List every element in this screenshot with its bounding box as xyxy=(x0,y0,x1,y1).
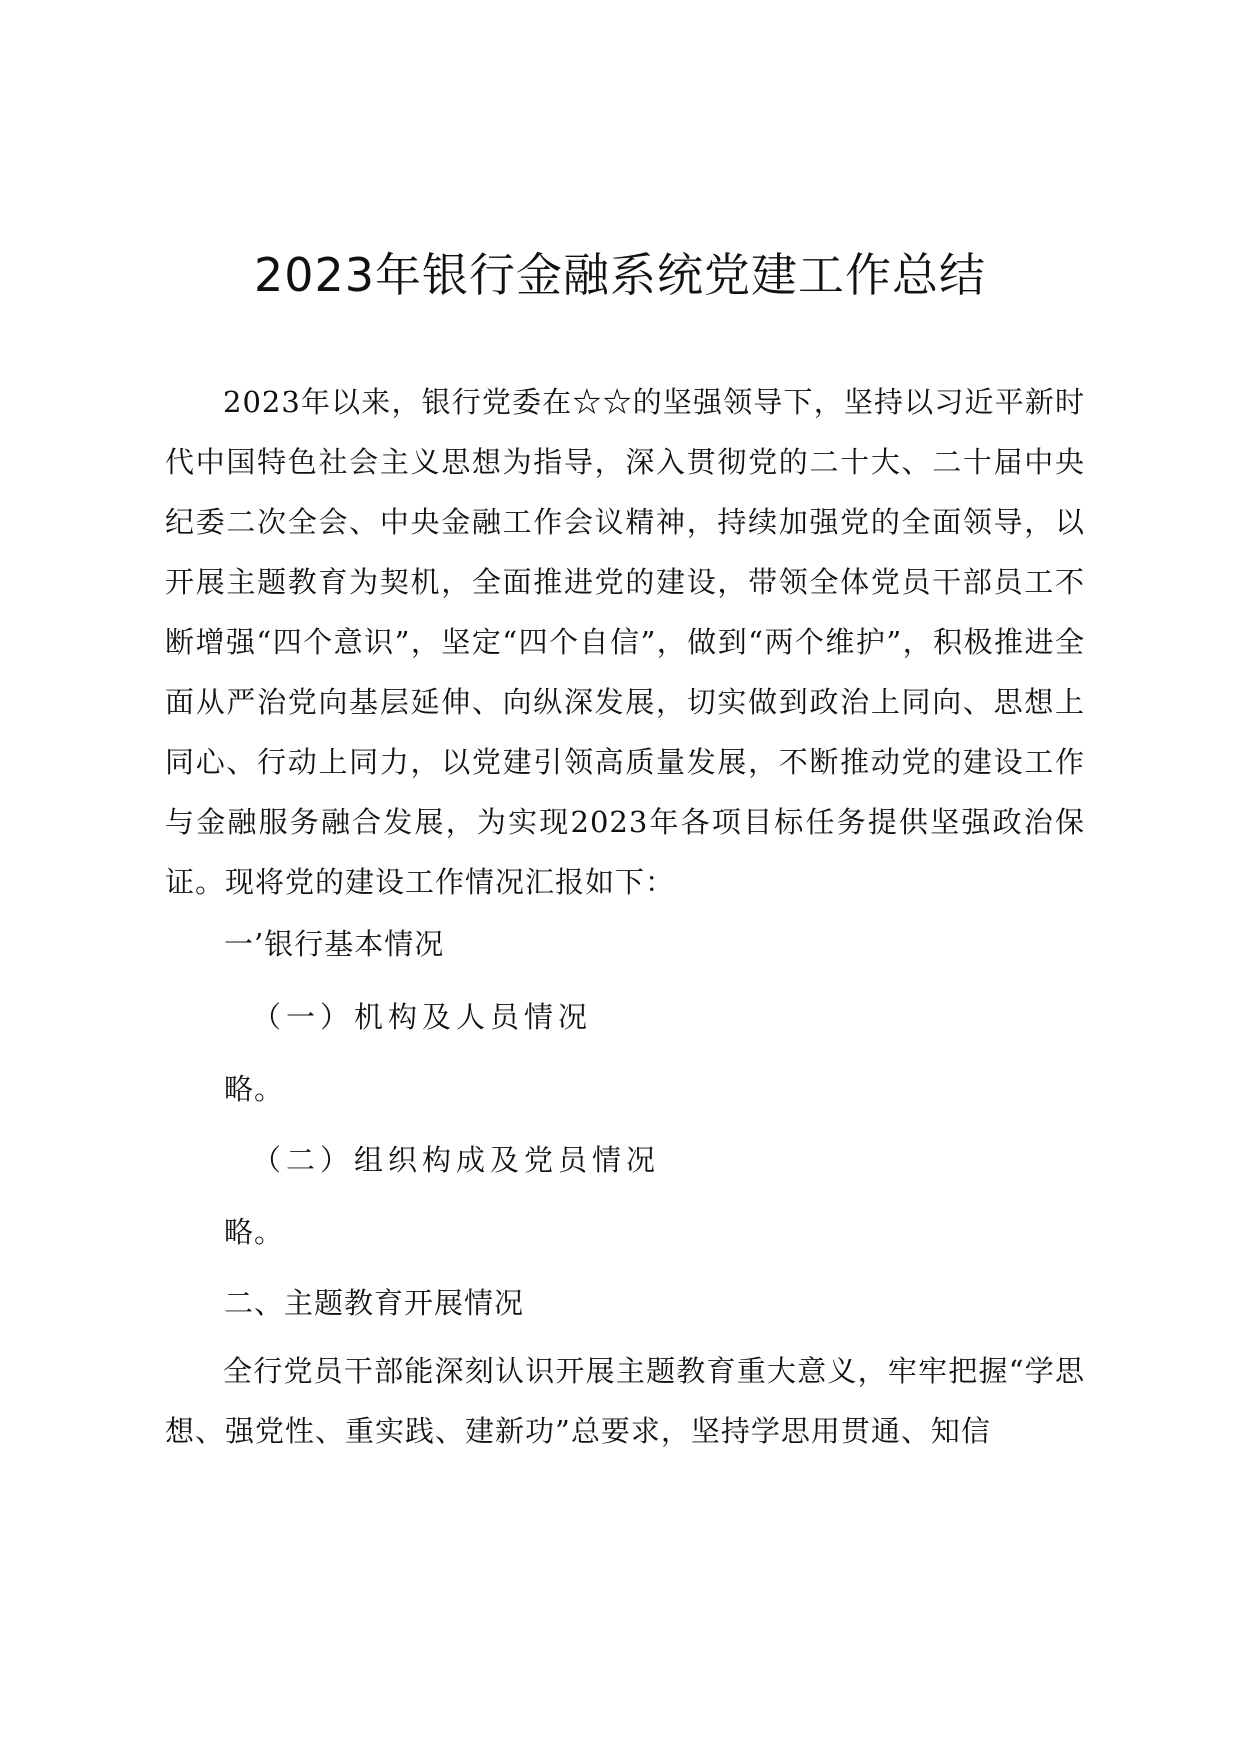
intro-paragraph: 2023年以来，银行党委在☆☆的坚强领导下，坚持以习近平新时代中国特色社会主义思想为指导，深入贯彻党的二十大、二十届中央纪委二次全会、中央金融工作会议精神，持续加强党的全面领导，以开展主题教育为契机，全面推进党的建设，带领全体党员干部员工不断增强“四个意识”，坚定“四个自信”，做到“两个维护”，积极推进全面从严治党向基层延伸、向纵深发展，切实做到政治上同向、思想上同心、行动上同力，以党建引领高质量发展，不断推动党的建设工作与金融服务融合发展，为实现2023年各项目标任务提供坚强政治保证。现将党的建设工作情况汇报如下： xyxy=(165,385,1085,899)
subsection-text-2: 略。 xyxy=(224,1215,285,1249)
document-title: 2023年银行金融系统党建工作总结 xyxy=(253,248,987,302)
section-heading-2: 二、主题教育开展情况 xyxy=(224,1286,525,1320)
subsection-text-1: 略。 xyxy=(224,1072,285,1106)
subsection-heading-2: （二）组织构成及党员情况 xyxy=(252,1143,661,1177)
section-2-paragraph: 全行党员干部能深刻认识开展主题教育重大意义，牢牢把握“学思想、强党性、重实践、建新功”总要求，坚持学思用贯通、知信 xyxy=(165,1354,1085,1448)
subsection-heading-1: （一）机构及人员情况 xyxy=(252,1000,593,1034)
section-heading-1: 一’银行基本情况 xyxy=(224,927,445,961)
